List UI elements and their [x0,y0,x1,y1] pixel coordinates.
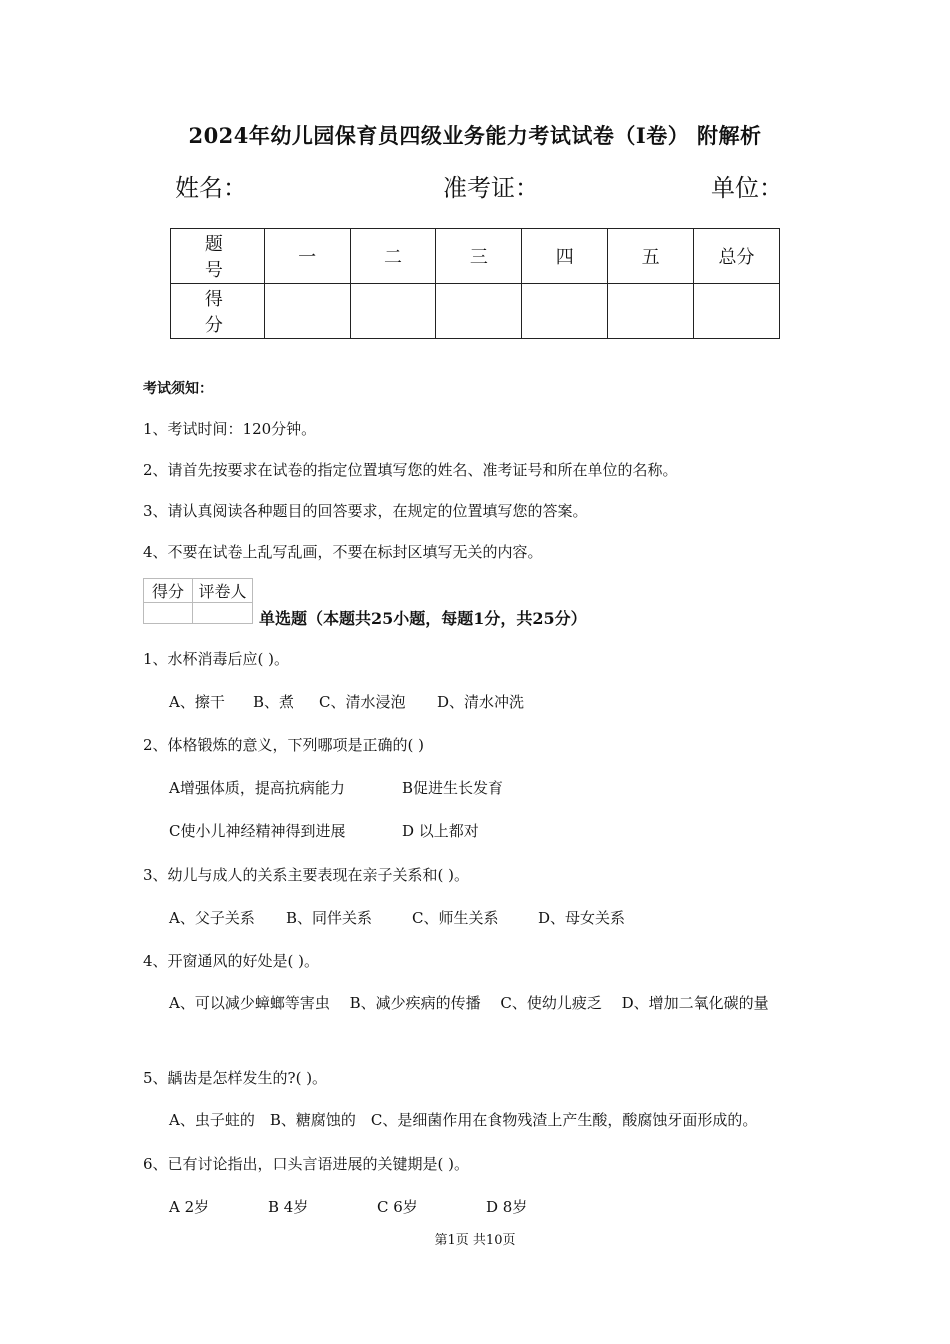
grader-name-label: 评卷人 [193,579,253,603]
grader-score-cell [144,603,193,624]
score-table-header-cell: 五 [608,229,694,284]
section-heading: 单选题（本题共25小题，每题1分，共25分） [259,609,587,628]
option: C、师生关系 [412,909,499,927]
score-row-label: 得 分 [171,284,265,339]
score-table-header-cell: 四 [522,229,608,284]
score-cell [350,284,436,339]
notice-item: 1、考试时间：120分钟。 [143,420,317,438]
notice-item: 2、请首先按要求在试卷的指定位置填写您的姓名、准考证号和所在单位的名称。 [143,461,678,479]
question-options [169,820,479,841]
option: C、清水浸泡 [319,693,406,711]
option: C 6岁 [377,1198,418,1216]
score-cell [694,284,780,339]
score-table-header-cell: 总分 [694,229,780,284]
option: D 以上都对 [402,822,479,840]
notice-item: 3、请认真阅读各种题目的回答要求，在规定的位置填写您的答案。 [143,502,588,520]
option: C使小儿神经精神得到进展 [169,822,346,840]
question-stem: 4、开窗通风的好处是( )。 [143,952,320,970]
question-stem: 2、体格锻炼的意义，下列哪项是正确的( ) [143,736,425,754]
score-cell [264,284,350,339]
option: A增强体质，提高抗病能力 [169,779,345,797]
unit-label: 单位： [711,174,783,202]
option: B、同伴关系 [286,909,373,927]
grader-score-label: 得分 [144,579,193,603]
grader-box [143,578,253,624]
candidate-info-row [175,168,785,202]
question-stem: 1、水杯消毒后应( )。 [143,650,290,668]
question-stem: 3、幼儿与成人的关系主要表现在亲子关系和( )。 [143,866,470,884]
option: A 2岁 [169,1198,210,1216]
question-stem: 6、已有讨论指出，口头言语进展的关键期是( )。 [143,1155,470,1173]
score-table-header-cell: 题 号 [171,229,265,284]
question-options [169,777,503,798]
score-table-header-cell: 一 [264,229,350,284]
score-cell [522,284,608,339]
page-footer: 第1页 共10页 [434,1233,516,1248]
question-options [169,1196,527,1217]
name-label: 姓名： [175,174,247,202]
page-title: 2024年幼儿园保育员四级业务能力考试试卷（I卷） 附解析 [188,123,762,148]
option: A、擦干 [169,693,225,711]
option: D、清水冲洗 [437,693,525,711]
score-table [170,228,780,339]
option: B、煮 [253,693,295,711]
notice-item: 4、不要在试卷上乱写乱画，不要在标封区填写无关的内容。 [143,543,543,561]
option: D、母女关系 [538,909,626,927]
score-table-header-cell: 二 [350,229,436,284]
exam-id-label: 准考证： [443,174,539,202]
option: A、父子关系 [169,909,255,927]
score-cell [608,284,694,339]
option: B 4岁 [268,1198,309,1216]
question-options [169,907,625,928]
grader-name-cell [193,603,253,624]
question-options-wrapped: A、可以减少蟑螂等害虫 B、减少疾病的传播 C、使幼儿疲乏 D、增加二氧化碳的量 [169,994,769,1012]
notice-heading: 考试须知： [143,381,213,397]
score-cell [436,284,522,339]
score-table-header-cell: 三 [436,229,522,284]
question-stem: 5、龋齿是怎样发生的?( )。 [143,1069,328,1087]
option: D 8岁 [486,1198,528,1216]
question-options [169,691,524,712]
question-options: A、虫子蛀的 B、糖腐蚀的 C、是细菌作用在食物残渣上产生酸，酸腐蚀牙面形成的。 [169,1111,758,1129]
option: B促进生长发育 [402,779,504,797]
